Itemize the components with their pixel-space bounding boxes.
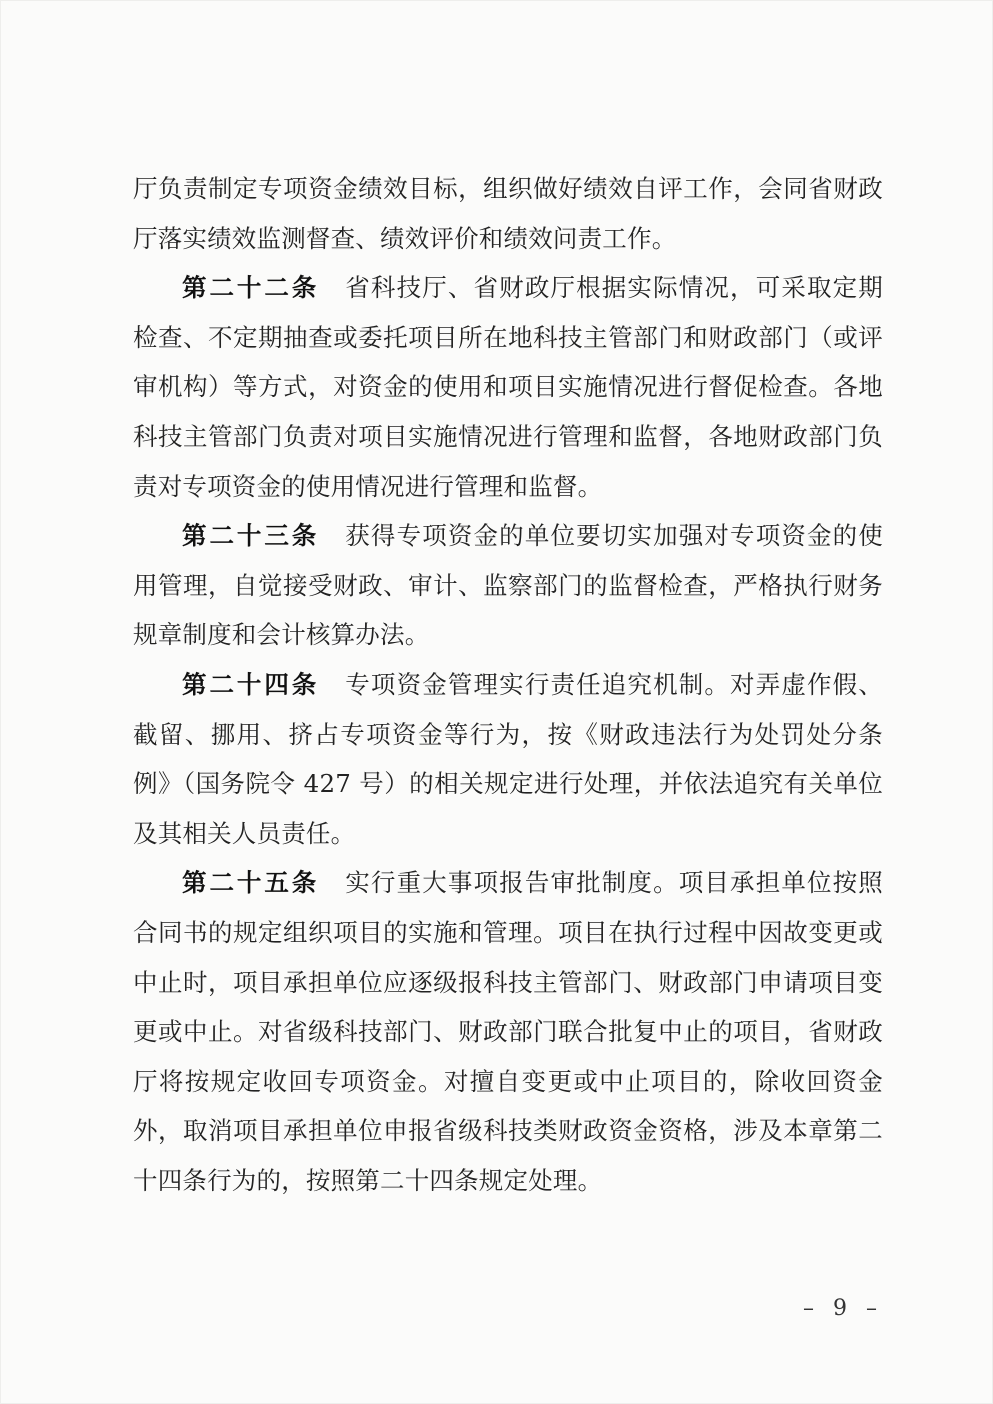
article-number: 第二十三条 xyxy=(182,521,320,551)
article-25 xyxy=(133,858,883,1205)
article-22 xyxy=(133,263,883,511)
article-number: 第二十二条 xyxy=(182,273,320,303)
article-text: 实行重大事项报告审批制度。项目承担单位按照合同书的规定组织项目的实施和管理。项目在执行过程中因故变更或中止时，项目承担单位应逐级报科技主管部门、财政部门申请项目变更或中止。对省级科技部门、财政部门联合批复中止的项目，省财政厅将按规定收回专项资金。对擅自变更或中止项目的，除收回资金外，取消项目承担单位申报省级科技类财政资金资格，涉及本章第二十四条行为的，按照第二十四条规定处理。 xyxy=(133,868,884,1195)
document-body xyxy=(133,164,883,1205)
article-23 xyxy=(133,511,883,660)
article-24 xyxy=(133,660,883,858)
article-text: 专项资金管理实行责任追究机制。对弄虚作假、截留、挪用、挤占专项资金等行为，按《财政违法行为处罚处分条例》（国务院令 427 号）的相关规定进行处理，并依法追究有关单位及其相关人员责任。 xyxy=(133,669,884,848)
article-text: 获得专项资金的单位要切实加强对专项资金的使用管理，自觉接受财政、审计、监察部门的监督检查，严格执行财务规章制度和会计核算办法。 xyxy=(133,521,884,650)
continuation-paragraph: 厅负责制定专项资金绩效目标，组织做好绩效自评工作，会同省财政厅落实绩效监测督查、绩效评价和绩效问责工作。 xyxy=(133,174,883,253)
article-text: 省科技厅、省财政厅根据实际情况，可采取定期检查、不定期抽查或委托项目所在地科技主管部门和财政部门（或评审机构）等方式，对资金的使用和项目实施情况进行督促检查。各地科技主管部门负责对项目实施情况进行管理和监督，各地财政部门负责对专项资金的使用情况进行管理和监督。 xyxy=(133,273,884,501)
article-number: 第二十四条 xyxy=(182,669,320,699)
article-number: 第二十五条 xyxy=(182,868,320,898)
page-number: – 9 – xyxy=(803,1296,883,1321)
